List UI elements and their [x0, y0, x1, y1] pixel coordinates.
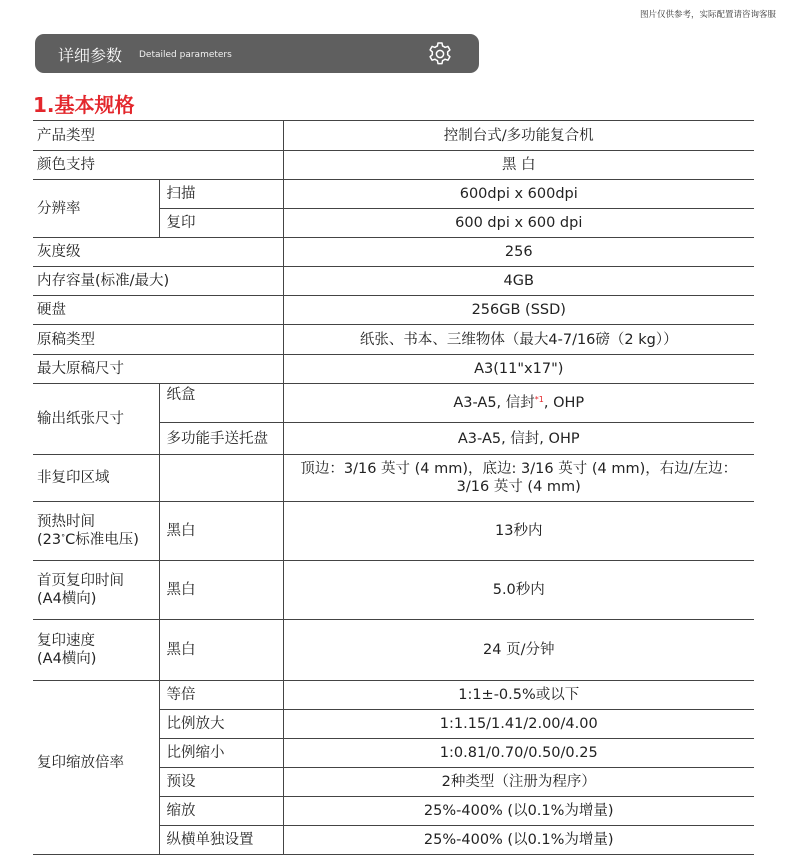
table-row — [33, 561, 754, 620]
spec-sublabel: 纸盒 — [159, 384, 283, 423]
label-line: (A4横向) — [37, 651, 97, 667]
spec-label: 非复印区域 — [33, 455, 159, 502]
spec-value: 顶边：3/16 英寸 (4 mm)，底边: 3/16 英寸 (4 mm)，右边/左边：3/16 英寸 (4 mm) — [283, 455, 754, 502]
banner-title: 详细参数 — [58, 46, 123, 65]
table-row — [33, 296, 754, 325]
spec-value: 1:1±-0.5%或以下 — [283, 681, 754, 710]
gear-icon — [427, 41, 453, 67]
table-row — [33, 238, 754, 267]
spec-label: 颜色支持 — [33, 151, 283, 180]
spec-label — [33, 502, 159, 561]
label-line: 复印速度 — [37, 633, 95, 649]
spec-value: 控制台式/多功能复合机 — [283, 121, 754, 151]
spec-value: 1:1.15/1.41/2.00/4.00 — [283, 710, 754, 739]
spec-value: 25%-400% (以0.1%为增量) — [283, 826, 754, 855]
spec-label — [33, 561, 159, 620]
spec-sublabel: 多功能手送托盘 — [159, 423, 283, 455]
disclaimer-text: 图片仅供参考，实际配置请咨询客服 — [639, 10, 776, 20]
tray-value: A3-A5, 信封 — [453, 395, 535, 411]
spec-value: 5.0秒内 — [283, 561, 754, 620]
spec-sublabel-empty — [159, 455, 283, 502]
spec-value: 24 页/分钟 — [283, 620, 754, 681]
spec-value: 2种类型（注册为程序） — [283, 768, 754, 797]
table-row — [33, 267, 754, 296]
spec-value: 纸张、书本、三维物体（最大4-7/16磅（2 kg）） — [283, 325, 754, 355]
table-row — [33, 455, 754, 502]
table-row — [33, 121, 754, 151]
spec-sublabel: 预设 — [159, 768, 283, 797]
spec-label: 复印缩放倍率 — [33, 681, 159, 855]
label-line: (A4横向) — [37, 591, 97, 607]
spec-label: 最大原稿尺寸 — [33, 355, 283, 384]
spec-label: 原稿类型 — [33, 325, 283, 355]
table-row — [33, 325, 754, 355]
spec-value: A3-A5, 信封, OHP — [283, 423, 754, 455]
spec-sublabel: 复印 — [159, 209, 283, 238]
label-line: 首页复印时间 — [37, 573, 124, 589]
spec-label: 内存容量(标准/最大) — [33, 267, 283, 296]
spec-sublabel: 纵横单独设置 — [159, 826, 283, 855]
spec-sublabel: 比例放大 — [159, 710, 283, 739]
banner-subtitle: Detailed parameters — [139, 50, 232, 60]
spec-value — [283, 384, 754, 423]
spec-sublabel: 扫描 — [159, 180, 283, 209]
section-title: 1.基本规格 — [33, 93, 135, 117]
table-row — [33, 384, 754, 423]
spec-label: 硬盘 — [33, 296, 283, 325]
spec-sublabel: 比例缩小 — [159, 739, 283, 768]
spec-value: 黑 白 — [283, 151, 754, 180]
tray-value-suffix: , OHP — [543, 395, 585, 411]
spec-value: 600 dpi x 600 dpi — [283, 209, 754, 238]
table-row — [33, 151, 754, 180]
spec-value: 256 — [283, 238, 754, 267]
spec-sublabel: 等倍 — [159, 681, 283, 710]
spec-value: 13秒内 — [283, 502, 754, 561]
spec-value: 25%-400% (以0.1%为增量) — [283, 797, 754, 826]
table-row — [33, 355, 754, 384]
spec-value: A3(11"x17") — [283, 355, 754, 384]
detailed-parameters-banner — [35, 34, 479, 73]
spec-label: 灰度级 — [33, 238, 283, 267]
spec-value: 1:0.81/0.70/0.50/0.25 — [283, 739, 754, 768]
spec-table — [33, 120, 754, 855]
spec-sublabel: 缩放 — [159, 797, 283, 826]
footnote-marker: *1 — [534, 395, 544, 404]
spec-label — [33, 620, 159, 681]
table-row — [33, 681, 754, 710]
spec-label: 产品类型 — [33, 121, 283, 151]
spec-value: 4GB — [283, 267, 754, 296]
table-row — [33, 180, 754, 209]
spec-value: 600dpi x 600dpi — [283, 180, 754, 209]
spec-sublabel: 黑白 — [159, 561, 283, 620]
table-row — [33, 502, 754, 561]
spec-sublabel: 黑白 — [159, 620, 283, 681]
label-line: (23°C标准电压) — [37, 532, 139, 548]
table-row — [33, 620, 754, 681]
spec-label: 分辨率 — [33, 180, 159, 238]
spec-value: 256GB (SSD) — [283, 296, 754, 325]
spec-sublabel: 黑白 — [159, 502, 283, 561]
spec-label: 输出纸张尺寸 — [33, 384, 159, 455]
label-line: 预热时间 — [37, 514, 95, 530]
